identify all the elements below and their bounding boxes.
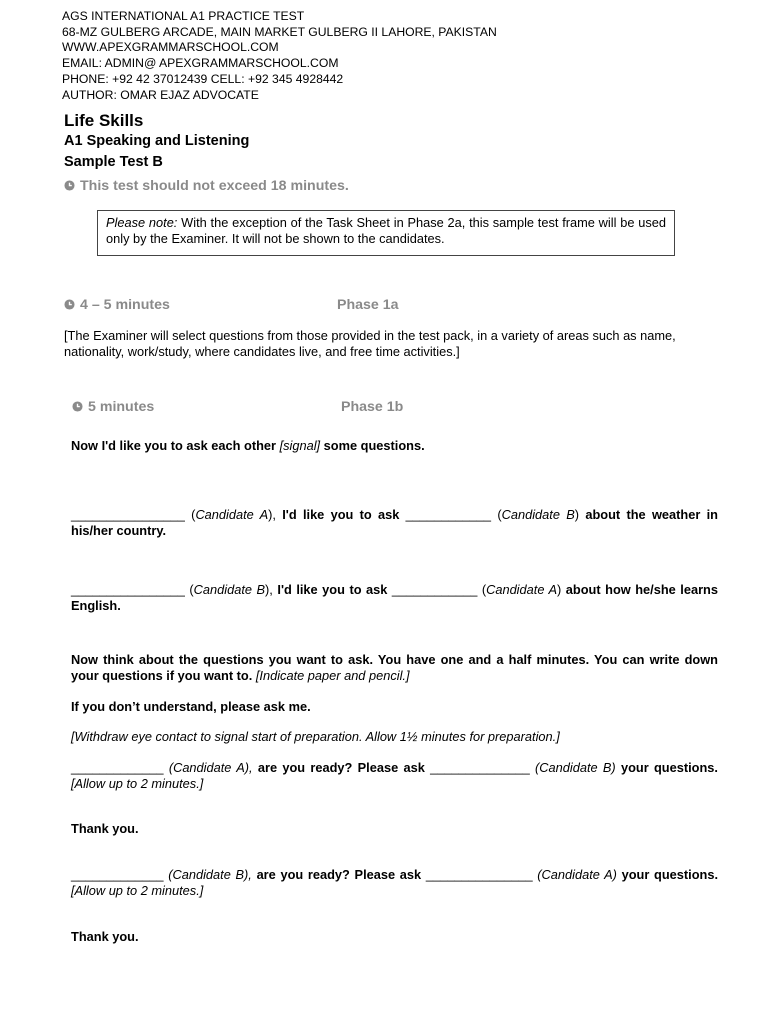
test-name: Sample Test B — [64, 154, 163, 170]
intro-signal: [signal] — [279, 438, 321, 453]
candidate-label: Candidate A — [195, 507, 269, 522]
punct: ) — [557, 582, 566, 597]
header-line-website: WWW.APEXGRAMMARSCHOOL.COM — [62, 40, 279, 55]
ready-prompt-a — [71, 760, 718, 791]
phase1a-time-text: 4 – 5 minutes — [80, 297, 170, 313]
prompt-text-end: your questions. — [616, 867, 719, 882]
preparation-instructions — [71, 652, 718, 683]
thank-you-1: Thank you. — [71, 821, 139, 836]
prompt-text: I'd like you to ask — [277, 582, 388, 597]
prompt-text: I'd like you to ask — [282, 507, 400, 522]
time-note: [Allow up to 2 minutes.] — [71, 775, 204, 791]
header-line-email: EMAIL: ADMIN@ APEXGRAMMARSCHOOL.COM — [62, 56, 339, 71]
question-1 — [71, 507, 718, 538]
header-block — [62, 9, 497, 103]
withdraw-note: [Withdraw eye contact to signal start of preparation. Allow 1½ minutes for preparation.] — [71, 729, 560, 744]
prompt-text-end: your questions. — [615, 760, 718, 775]
duration-note-text: This test should not exceed 18 minutes. — [80, 178, 349, 194]
phase1b-time-text: 5 minutes — [88, 399, 155, 415]
candidate-label: Candidate B — [193, 582, 266, 597]
candidate-label: (Candidate A), — [168, 760, 253, 775]
header-line-phone: PHONE: +92 42 37012439 CELL: +92 345 4928442 — [62, 71, 344, 86]
blank: ______________ — [430, 760, 536, 775]
punct: ), — [265, 582, 278, 597]
header-line-title: AGS INTERNATIONAL A1 PRACTICE TEST — [62, 9, 305, 23]
candidate-label: (Candidate B), — [168, 867, 252, 882]
blank: ________________ ( — [71, 507, 196, 522]
phase1a-time — [64, 297, 170, 313]
prompt-text: are you ready? Please ask — [252, 760, 431, 775]
intro-text: Now I'd like you to ask each other — [71, 438, 280, 453]
ready-prompt-b — [71, 867, 718, 898]
thank-you-2: Thank you. — [71, 929, 139, 944]
prompt-topic: about how he/she learns English. — [71, 582, 718, 613]
phase1b-time — [72, 399, 154, 415]
phase1b-heading: Phase 1b — [341, 399, 404, 415]
phase1a-heading: Phase 1a — [337, 297, 399, 313]
prompt-topic: about the weather in his/her country. — [71, 507, 718, 538]
candidate-label: (Candidate B) — [535, 760, 616, 775]
header-line-address: 68-MZ GULBERG ARCADE, MAIN MARKET GULBERG II LAHORE, PAKISTAN — [62, 24, 497, 39]
duration-note — [64, 178, 349, 194]
ask-me-line: If you don’t understand, please ask me. — [71, 699, 311, 714]
blank: _______________ — [425, 867, 538, 882]
punct: ) — [574, 507, 586, 522]
blank: ____________ ( — [399, 507, 502, 522]
blank: ____________ ( — [387, 582, 487, 597]
blank: ________________ ( — [71, 582, 194, 597]
document-subtitle: A1 Speaking and Listening — [64, 133, 250, 149]
intro-text-end: some questions. — [320, 438, 425, 453]
blank: _____________ — [71, 867, 169, 882]
note-box — [97, 210, 675, 256]
phase1a-instructions: [The Examiner will select questions from those provided in the test pack, in a variety of areas such as name, nationality, work/study, where candidates live, and free time activities.] — [64, 328, 676, 359]
punct: ), — [268, 507, 283, 522]
question-2 — [71, 582, 718, 613]
time-note: [Allow up to 2 minutes.] — [71, 882, 204, 898]
clock-icon — [64, 299, 75, 310]
header-line-author: AUTHOR: OMAR EJAZ ADVOCATE — [62, 87, 259, 102]
blank: _____________ — [71, 760, 169, 775]
candidate-label: (Candidate A) — [537, 867, 617, 882]
clock-icon — [64, 180, 75, 191]
document-title: Life Skills — [64, 111, 144, 130]
prep-text: Now think about the questions you want to ask. You have one and a half minutes. You can write down your questions if you want to. — [71, 652, 718, 683]
note-text: With the exception of the Task Sheet in Phase 2a, this sample test frame will be used only by the Examiner. It will not be shown to the candidates. — [106, 215, 666, 246]
clock-icon — [72, 401, 83, 412]
note-label: Please note: — [106, 215, 178, 230]
phase1b-intro — [71, 438, 718, 454]
prep-note: [Indicate paper and pencil.] — [255, 667, 410, 683]
candidate-label: Candidate B — [501, 507, 575, 522]
candidate-label: Candidate A — [486, 582, 558, 597]
prompt-text: are you ready? Please ask — [251, 867, 426, 882]
